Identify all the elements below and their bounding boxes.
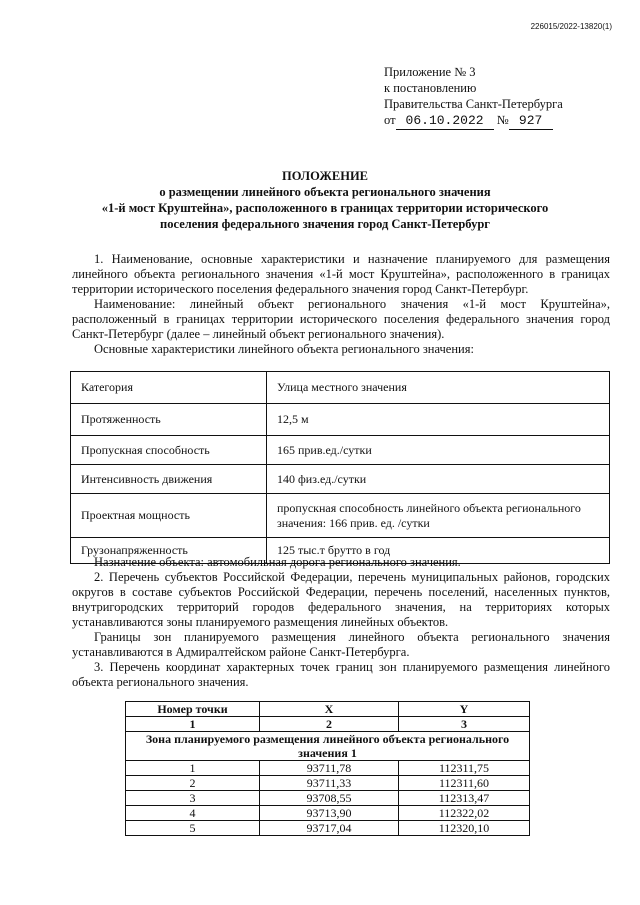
appendix-line-2: к постановлению (384, 81, 477, 95)
table-row (71, 372, 610, 404)
char-name: Проектная мощность (71, 494, 267, 538)
paragraph-4: Назначение объекта: автомобильная дорога регионального значения. (94, 555, 461, 569)
table-row (71, 465, 610, 494)
point-number: 1 (126, 761, 260, 776)
point-y: 112313,47 (399, 791, 530, 806)
point-y: 112320,10 (399, 821, 530, 836)
appendix-date-line (384, 112, 563, 130)
char-name: Грузонапряженность (71, 538, 267, 564)
title-line-4: поселения федерального значения город Санкт-Петербург (160, 217, 490, 231)
paragraph-2: Наименование: линейный объект регионального значения «1-й мост Круштейна», расположенный в границах территории исторического поселения федерального значения город Санкт-Петербург (далее – линейный объект регионального значения). (72, 297, 610, 341)
column-number-row (126, 717, 530, 732)
point-number: 4 (126, 806, 260, 821)
char-value: 12,5 м (267, 404, 610, 436)
char-value: 125 тыс.т брутто в год (267, 538, 610, 564)
table-row (71, 436, 610, 465)
point-x: 93717,04 (260, 821, 399, 836)
char-value: 140 физ.ед./сутки (267, 465, 610, 494)
table-row (126, 806, 530, 821)
table-row (71, 404, 610, 436)
char-name: Протяженность (71, 404, 267, 436)
point-x: 93711,33 (260, 776, 399, 791)
point-number: 5 (126, 821, 260, 836)
appendix-number: 927 (518, 113, 543, 128)
paragraph-6: Границы зон планируемого размещения линейного объекта регионального значения устанавливаются в Адмиралтейском районе Санкт-Петербурга. (72, 630, 610, 659)
title-line-1: ПОЛОЖЕНИЕ (281, 169, 369, 183)
paragraph-5: 2. Перечень субъектов Российской Федерации, перечень муниципальных районов, городских округов в составе субъектов Российской Федерации, перечень поселений, населенных пунктов, внутригородских территорий городов федерального значения, на территориях которых устанавливаются зоны планируемого размещения линейных объектов. (72, 570, 610, 629)
zone-row (126, 732, 530, 761)
paragraph-3: Основные характеристики линейного объекта регионального значения: (94, 342, 474, 356)
title-line-2: о размещении линейного объекта регионального значения (159, 185, 491, 199)
point-y: 112322,02 (399, 806, 530, 821)
column-header: Номер точки (126, 702, 260, 717)
table-row (71, 494, 610, 538)
title-line-3: «1-й мост Круштейна», расположенного в границах территории исторического (101, 201, 549, 215)
column-number: 1 (126, 717, 260, 732)
section-2 (72, 555, 610, 690)
column-header: X (260, 702, 399, 717)
coordinates-table (125, 701, 530, 836)
point-x: 93708,55 (260, 791, 399, 806)
table-row (126, 776, 530, 791)
document-title (60, 168, 590, 232)
column-number: 2 (260, 717, 399, 732)
appendix-block (384, 64, 563, 130)
char-name: Категория (71, 372, 267, 404)
section-1 (72, 252, 610, 357)
paragraph-7: 3. Перечень координат характерных точек границ зон планируемого размещения линейного объекта регионального значения. (72, 660, 610, 689)
table-header-row (126, 702, 530, 717)
characteristics-table (70, 371, 610, 564)
point-x: 93713,90 (260, 806, 399, 821)
column-header: Y (399, 702, 530, 717)
table-row (126, 821, 530, 836)
point-number: 3 (126, 791, 260, 806)
char-name: Интенсивность движения (71, 465, 267, 494)
char-value: пропускная способность линейного объекта регионального значения: 166 прив. ед. /сутки (267, 494, 610, 538)
char-value: 165 прив.ед./сутки (267, 436, 610, 465)
appendix-date: 06.10.2022 (405, 113, 484, 128)
char-value: Улица местного значения (267, 372, 610, 404)
column-number: 3 (399, 717, 530, 732)
table-row (126, 761, 530, 776)
appendix-line-1: Приложение № 3 (384, 65, 476, 79)
registration-number: 226015/2022-13820(1) (530, 22, 612, 31)
point-x: 93711,78 (260, 761, 399, 776)
appendix-from: от (384, 113, 396, 127)
paragraph-1: 1. Наименование, основные характеристики и назначение планируемого для размещения линейного объекта регионального значения «1-й мост Круштейна», расположенного в границах территории исторического поселения федерального значения город Санкт-Петербург. (72, 252, 610, 296)
point-y: 112311,75 (399, 761, 530, 776)
char-name: Пропускная способность (71, 436, 267, 465)
appendix-num-label: № (496, 113, 509, 127)
point-y: 112311,60 (399, 776, 530, 791)
table-row (126, 791, 530, 806)
point-number: 2 (126, 776, 260, 791)
appendix-line-3: Правительства Санкт-Петербурга (384, 97, 563, 111)
zone-label: Зона планируемого размещения линейного объекта регионального значения 1 (126, 732, 530, 761)
